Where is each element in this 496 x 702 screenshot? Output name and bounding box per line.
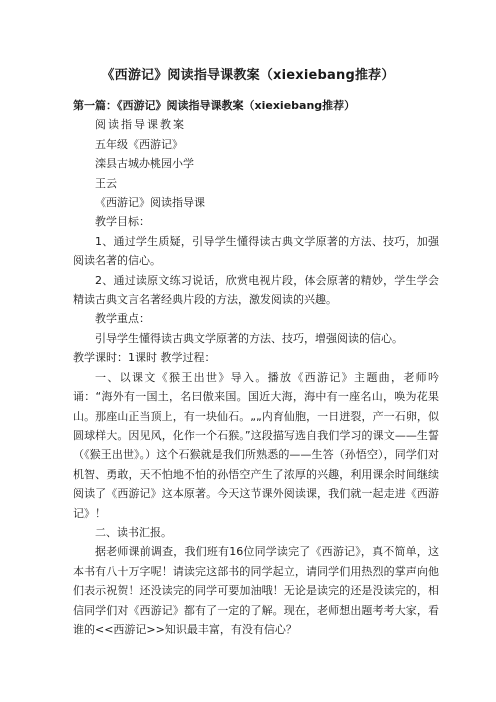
header-line-lesson-type: 阅读指导课教案 [95,118,186,132]
key-points-label: 教学重点： [95,312,150,326]
header-line-school: 滦县古城办桃园小学 [95,157,194,171]
objectives-label: 教学目标： [95,215,150,229]
document-body [73,96,439,639]
step-2-title: 二、读书汇报。 [95,525,172,539]
key-point: 引导学生懂得读古典文学原著的方法、技巧，增强阅读的信心。 [95,331,403,345]
step-1-intro: 一、以课文《猴王出世》导入。播放《西游记》主题曲，老师吟诵：“海外有一国土，名曰傲来国。国近大海，海中有一座名山，唤为花果山。那座山正当顶上，有一块仙石。„„内育仙胞，一日迸裂，产一石卵，似圆球样大。因见风，化作一个石猴。”这段描写选自我们学习的课文——生誓（《猴王出世》。）这个石猴就是我们所熟悉的——生答（孙悟空），同学们对机智、勇敢，天不怕地不怕的孙悟空产生了浓厚的兴趣，利用课余时间继续阅读了《西游记》这本原著。今天这节课外阅读课，我们就一起走进《西游记》！ [73,370,439,520]
hours-and-process: 教学课时：1课时 教学过程： [73,351,216,365]
objective-1: 1、通过学生质疑，引导学生懂得读古典文学原著的方法、技巧，加强阅读名著的信心。 [73,234,439,268]
section-subtitle: 第一篇：《西游记》阅读指导课教案（xiexiebang推荐） [73,99,356,112]
step-2-text: 据老师课前调查，我们班有16位同学读完了《西游记》，真不简单，这本书有八十万字呢！请读完这部书的同学起立，请同学们用热烈的掌声向他们表示祝贺！还没读完的同学可要加油哦！无论是读完的还是没读完的，相信同学们对《西游记》都有了一定的了解。现在，老师想出题考考大家，看谁的<<西游记>>知识最丰富，有没有信心？ [73,545,439,636]
header-line-teacher: 王云 [95,176,117,190]
header-line-grade: 五年级《西游记》 [95,137,183,151]
document-title: 《西游记》阅读指导课教案（xiexiebang推荐） [101,68,395,83]
header-line-course: 《西游记》阅读指导课 [95,196,205,210]
objective-2: 2、通过读原文练习说话，欣赏电视片段，体会原著的精妙，学生学会精读古典文言名著经典片段的方法，激发阅读的兴趣。 [73,273,439,307]
